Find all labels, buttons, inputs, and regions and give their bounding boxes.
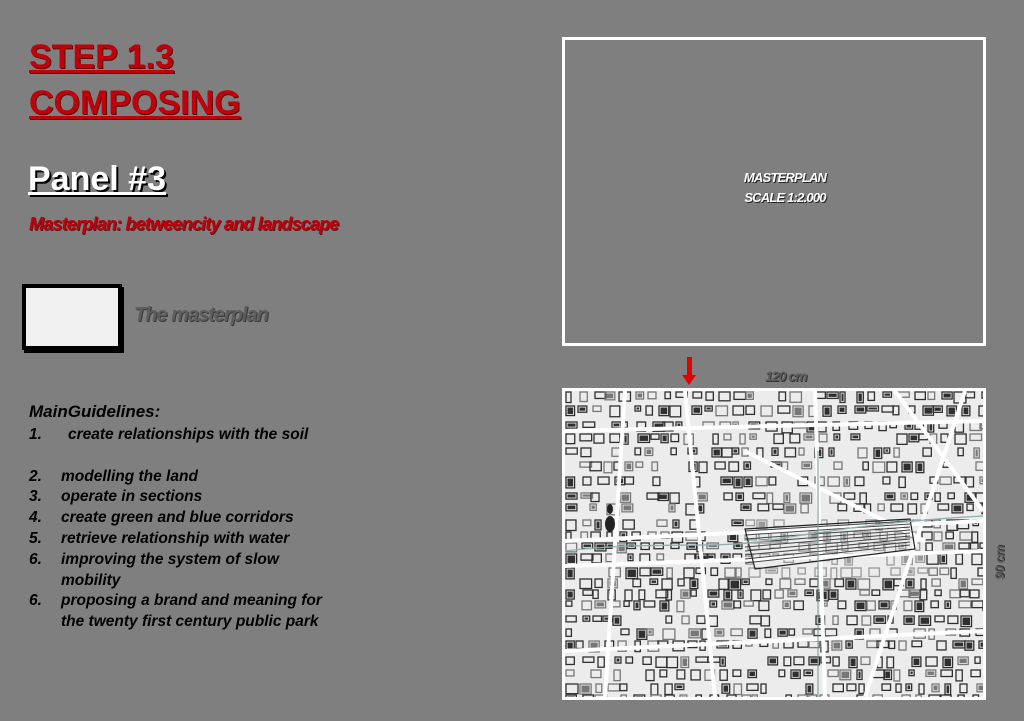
- masterplan-legend-label: The masterplan: [134, 304, 268, 326]
- list-item: 3. operate in sections: [29, 488, 203, 506]
- masterplan-legend-swatch: [22, 284, 122, 350]
- arrow-head-icon: [682, 375, 696, 385]
- panel-subtitle: Masterplan: betweencity and landscape: [29, 214, 339, 234]
- down-arrow-icon: [687, 357, 692, 377]
- list-item: 5. retrieve relationship with water: [29, 529, 290, 547]
- masterplan-scale: SCALE 1:2.000: [744, 190, 826, 205]
- panel-title: Panel #3: [28, 160, 166, 198]
- guidelines-heading: MainGuidelines:: [29, 402, 161, 421]
- guidelines-list: [29, 402, 409, 633]
- city-map-image: [562, 388, 986, 700]
- masterplan-title: MASTERPLAN: [743, 170, 827, 185]
- masterplan-label: [700, 168, 870, 208]
- step-number: STEP 1.3: [29, 38, 174, 76]
- list-item: 6. proposing a brand and meaning for the twenty first century public park: [29, 592, 322, 631]
- list-item: 4. create green and blue corridors: [29, 509, 294, 527]
- step-title: [29, 34, 241, 126]
- width-dimension: 120 cm: [765, 368, 807, 384]
- city-map-drawing: [565, 391, 983, 697]
- height-dimension: 90 cm: [992, 545, 1007, 580]
- step-name: COMPOSING: [29, 84, 241, 122]
- list-item: 6. improving the system of slow mobility: [29, 550, 279, 589]
- list-item: 2. modelling the land: [29, 467, 198, 485]
- list-item: 1. create relationships with the soil: [29, 425, 309, 443]
